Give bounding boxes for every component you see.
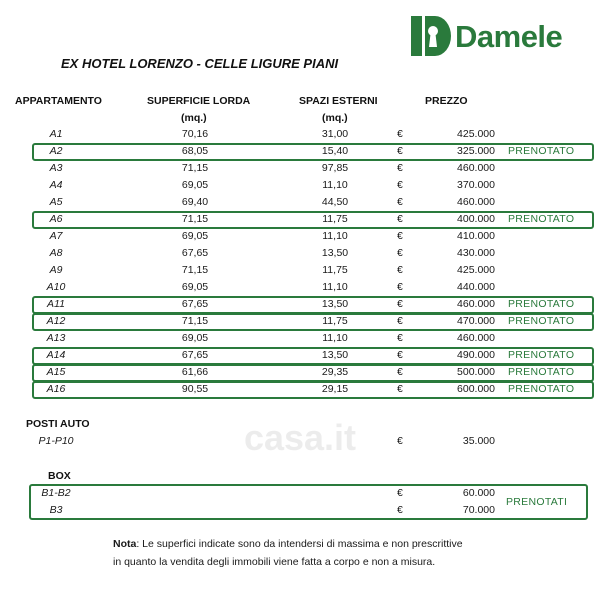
superficie-lorda: 71,15 xyxy=(181,213,209,225)
apartment-id: A3 xyxy=(49,162,63,174)
prezzo: 460.000 xyxy=(457,196,495,208)
currency-symbol: € xyxy=(397,504,403,516)
currency-symbol: € xyxy=(397,366,403,378)
apartment-id: A12 xyxy=(46,315,66,327)
apartment-id: A4 xyxy=(49,179,63,191)
table-row xyxy=(0,381,606,398)
superficie-lorda: 69,05 xyxy=(181,281,209,293)
brand-name: Damele xyxy=(455,18,563,54)
currency-symbol: € xyxy=(397,332,403,344)
prezzo: 460.000 xyxy=(457,298,495,310)
spazi-esterni: 11,10 xyxy=(322,281,348,293)
apartment-id: A9 xyxy=(49,264,63,276)
box-label: BOX xyxy=(48,470,71,482)
note-line-2: in quanto la vendita degli immobili viene fatta a corpo e non a misura. xyxy=(113,556,436,568)
header-spazi-esterni: SPAZI ESTERNI xyxy=(299,95,378,107)
box-id: B3 xyxy=(49,504,63,516)
currency-symbol: € xyxy=(397,196,403,208)
currency-symbol: € xyxy=(397,128,403,140)
table-row xyxy=(0,245,606,262)
posti-auto-label: POSTI AUTO xyxy=(26,418,90,430)
spazi-esterni: 15,40 xyxy=(321,145,349,157)
currency-symbol: € xyxy=(397,162,403,174)
spazi-esterni: 31,00 xyxy=(321,128,349,140)
spazi-esterni: 11,10 xyxy=(322,179,348,191)
table-row xyxy=(0,194,606,211)
superficie-lorda: 68,05 xyxy=(181,145,209,157)
table-row xyxy=(0,347,606,364)
status-label: PRENOTATO xyxy=(508,349,575,361)
keyhole-logo-icon xyxy=(411,14,451,58)
currency-symbol: € xyxy=(397,435,403,447)
superficie-lorda: 71,15 xyxy=(181,315,209,327)
spazi-esterni: 11,75 xyxy=(322,264,348,276)
prezzo: 600.000 xyxy=(457,383,495,395)
prezzo: 460.000 xyxy=(457,332,495,344)
header-spazi-unit: (mq.) xyxy=(322,112,348,124)
note xyxy=(113,535,533,571)
currency-symbol: € xyxy=(397,213,403,225)
table-row xyxy=(0,433,606,450)
status-label: PRENOTATO xyxy=(508,383,575,395)
prezzo: 500.000 xyxy=(457,366,495,378)
spazi-esterni: 11,75 xyxy=(322,213,348,225)
superficie-lorda: 71,15 xyxy=(181,162,209,174)
header-superficie-unit: (mq.) xyxy=(181,112,207,124)
spazi-esterni: 97,85 xyxy=(321,162,349,174)
spazi-esterni: 13,50 xyxy=(321,349,349,361)
status-label: PRENOTATO xyxy=(508,298,575,310)
superficie-lorda: 67,65 xyxy=(181,298,209,310)
spazi-esterni: 44,50 xyxy=(321,196,349,208)
apartment-id: A8 xyxy=(49,247,63,259)
prezzo: 490.000 xyxy=(457,349,495,361)
superficie-lorda: 69,05 xyxy=(181,332,209,344)
apartment-id: A14 xyxy=(46,349,66,361)
apartment-id: A2 xyxy=(49,145,63,157)
apartment-id: A5 xyxy=(49,196,63,208)
posto-prezzo: 35.000 xyxy=(462,435,495,447)
page-title: EX HOTEL LORENZO - CELLE LIGURE PIANI xyxy=(61,56,339,71)
spazi-esterni: 13,50 xyxy=(321,247,349,259)
prezzo: 370.000 xyxy=(457,179,495,191)
spazi-esterni: 13,50 xyxy=(321,298,349,310)
superficie-lorda: 69,40 xyxy=(181,196,209,208)
currency-symbol: € xyxy=(397,230,403,242)
apartment-id: A1 xyxy=(49,128,63,140)
spazi-esterni: 11,75 xyxy=(322,315,348,327)
note-line-1: : Le superfici indicate sono da intendersi di massima e non prescrittive xyxy=(136,538,463,550)
superficie-lorda: 90,55 xyxy=(181,383,209,395)
header-appartamento: APPARTAMENTO xyxy=(15,95,102,107)
currency-symbol: € xyxy=(397,264,403,276)
apartment-id: A6 xyxy=(49,213,63,225)
superficie-lorda: 61,66 xyxy=(181,366,209,378)
spazi-esterni: 29,35 xyxy=(321,366,349,378)
posto-id: P1-P10 xyxy=(38,435,74,447)
box-prezzo: 70.000 xyxy=(462,504,495,516)
superficie-lorda: 71,15 xyxy=(181,264,209,276)
table-row xyxy=(0,143,606,160)
apartment-id: A7 xyxy=(49,230,63,242)
superficie-lorda: 67,65 xyxy=(181,247,209,259)
apartment-id: A10 xyxy=(46,281,66,293)
table-row xyxy=(0,296,606,313)
apartment-id: A11 xyxy=(47,298,65,310)
box-id: B1-B2 xyxy=(41,487,71,499)
prezzo: 440.000 xyxy=(457,281,495,293)
note-label: Nota xyxy=(113,538,137,550)
status-label: PRENOTATO xyxy=(508,213,575,225)
prezzo: 430.000 xyxy=(457,247,495,259)
apartment-id: A15 xyxy=(46,366,66,378)
watermark: casa.it xyxy=(243,417,357,458)
table-row xyxy=(0,228,606,245)
prezzo: 425.000 xyxy=(457,128,495,140)
table-row xyxy=(0,330,606,347)
apartment-id: A16 xyxy=(46,383,66,395)
currency-symbol: € xyxy=(397,349,403,361)
header-prezzo: PREZZO xyxy=(425,95,468,107)
spazi-esterni: 11,10 xyxy=(322,332,348,344)
table-row xyxy=(0,262,606,279)
damele-logo xyxy=(411,14,562,58)
currency-symbol: € xyxy=(397,145,403,157)
superficie-lorda: 67,65 xyxy=(181,349,209,361)
currency-symbol: € xyxy=(397,315,403,327)
table-row xyxy=(0,211,606,228)
status-label: PRENOTATO xyxy=(508,145,575,157)
header-superficie: SUPERFICIE LORDA xyxy=(147,95,251,107)
apartment-id: A13 xyxy=(46,332,66,344)
status-label: PRENOTATO xyxy=(508,366,575,378)
currency-symbol: € xyxy=(397,487,403,499)
prezzo: 410.000 xyxy=(457,230,495,242)
superficie-lorda: 69,05 xyxy=(181,179,209,191)
table-row xyxy=(0,364,606,381)
prezzo: 425.000 xyxy=(457,264,495,276)
currency-symbol: € xyxy=(397,179,403,191)
table-row xyxy=(0,177,606,194)
spazi-esterni: 29,15 xyxy=(321,383,349,395)
prezzo: 470.000 xyxy=(457,315,495,327)
box-status: PRENOTATI xyxy=(506,496,568,508)
spazi-esterni: 11,10 xyxy=(322,230,348,242)
currency-symbol: € xyxy=(397,298,403,310)
currency-symbol: € xyxy=(397,247,403,259)
superficie-lorda: 69,05 xyxy=(181,230,209,242)
table-row xyxy=(0,126,606,143)
prezzo: 400.000 xyxy=(457,213,495,225)
status-label: PRENOTATO xyxy=(508,315,575,327)
table-row xyxy=(0,160,606,177)
table-row xyxy=(0,313,606,330)
currency-symbol: € xyxy=(397,281,403,293)
prezzo: 325.000 xyxy=(457,145,495,157)
table-row xyxy=(0,279,606,296)
box-prezzo: 60.000 xyxy=(462,487,495,499)
currency-symbol: € xyxy=(397,383,403,395)
prezzo: 460.000 xyxy=(457,162,495,174)
superficie-lorda: 70,16 xyxy=(181,128,209,140)
